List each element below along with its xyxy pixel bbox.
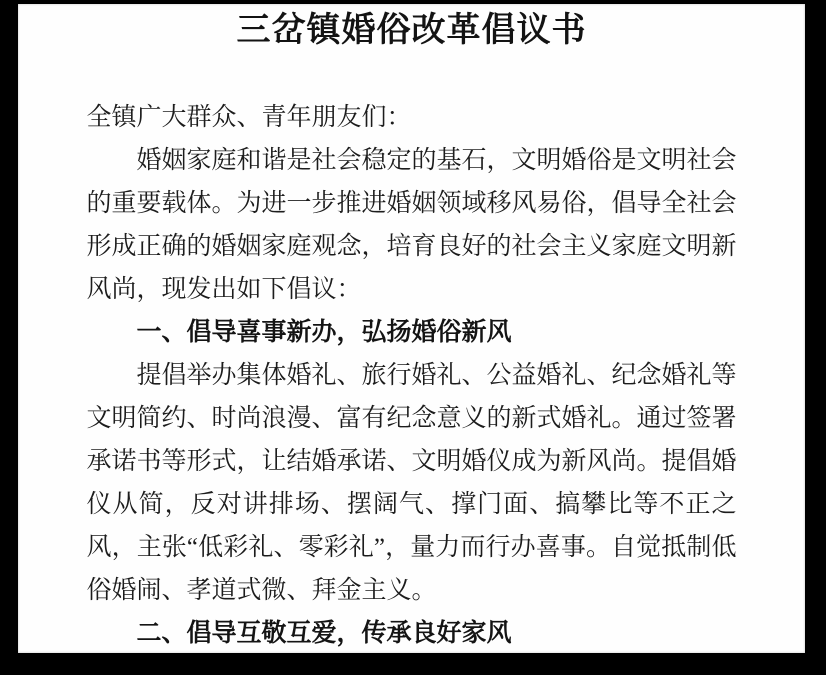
paragraph-intro: 婚姻家庭和谐是社会稳定的基石，文明婚俗是文明社会的重要载体。为进一步推进婚姻领域移风易俗，倡导全社会形成正确的婚姻家庭观念，培育良好的社会主义家庭文明新风尚，现发出如下倡议： — [86, 147, 737, 303]
salutation-line: 全镇广大群众、青年朋友们： — [86, 104, 412, 131]
section-heading-2: 二、倡导互敬互爱，传承良好家风 — [136, 620, 512, 647]
document-page — [18, 4, 805, 653]
paragraph-section-1: 提倡举办集体婚礼、旅行婚礼、公益婚礼、纪念婚礼等文明简约、时尚浪漫、富有纪念意义的新式婚礼。通过签署承诺书等形式，让结婚承诺、文明婚仪成为新风尚。提倡婚仪从简，反对讲排场、摆阔气、撑门面、搞攀比等不正之风，主张“低彩礼、零彩礼”，量力而行办喜事。自觉抵制低俗婚闹、孝道式微、拜金主义。 — [86, 362, 737, 604]
document-body — [87, 96, 737, 655]
section-heading-1: 一、倡导喜事新办，弘扬婚俗新风 — [136, 319, 512, 346]
document-title: 三岔镇婚俗改革倡议书 — [236, 12, 587, 49]
